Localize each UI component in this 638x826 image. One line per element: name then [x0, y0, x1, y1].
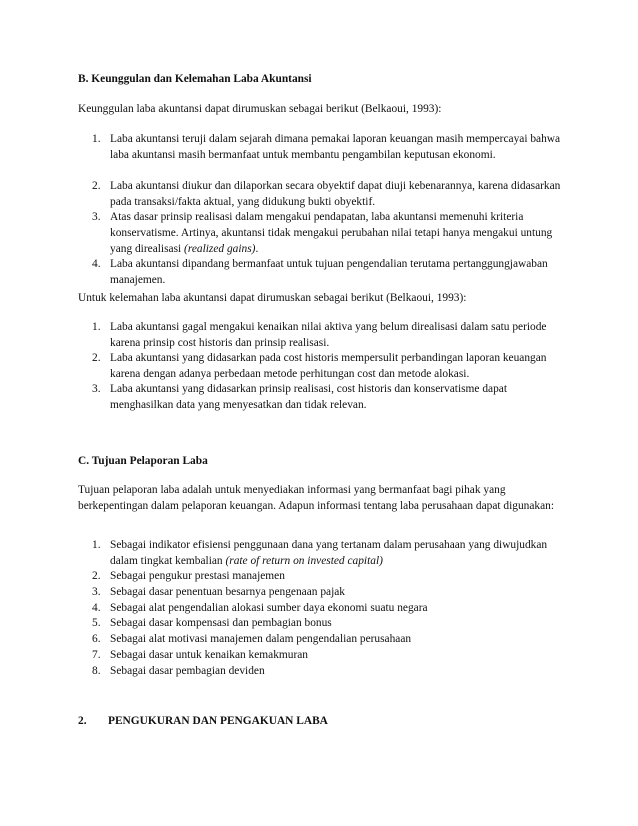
list-item: 3. Sebagai dasar penentuan besarnya pengenaan pajak — [92, 585, 345, 598]
list-item: 4. Sebagai alat pengendalian alokasi sumber daya ekonomi suatu negara — [92, 601, 428, 614]
list-item: 3. Atas dasar prinsip realisasi dalam mengakui pendapatan, laba akuntansi memenuhi kriteria konservatisme. Artinya, akuntansi tidak mengakui perubahan nilai tetapi hanya mengakui untung yang direalisasi (realized gains). — [92, 211, 553, 255]
purposes-list — [92, 538, 565, 680]
section-2-title: PENGUKURAN DAN PENGAKUAN LABA — [108, 715, 328, 727]
list-item: 1. Laba akuntansi teruji dalam sejarah dimana pemakai laporan keuangan masih mempercayai bahwa laba akuntansi masih bermanfaat untuk membantu pengambilan keputusan ekonomi. — [92, 133, 561, 161]
section-b-intro: Keunggulan laba akuntansi dapat dirumuskan sebagai berikut (Belkaoui, 1993): — [78, 103, 442, 115]
advantages-list — [92, 132, 565, 288]
section-c-title: C. Tujuan Pelaporan Laba — [78, 455, 208, 467]
list-item: 4. Laba akuntansi dipandang bermanfaat untuk tujuan pengendalian terutama pertanggungjawaban manajemen. — [92, 258, 548, 286]
list-item: 2. Laba akuntansi diukur dan dilaporkan secara obyektif dapat diuji kebenarannya, karena didasarkan pada transaksi/fakta aktual, yang didukung bukti obyektif. — [92, 180, 561, 208]
list-item: 6. Sebagai alat motivasi manajemen dalam pengendalian perusahaan — [92, 633, 412, 646]
list-item: 1. Sebagai indikator efisiensi penggunaan dana yang tertanam dalam perusahaan yang diwujudkan dalam tingkat kembalian (rate of return on invested capital) — [92, 539, 548, 567]
weakness-intro: Untuk kelemahan laba akuntansi dapat dirumuskan sebagai berikut (Belkaoui, 1993): — [78, 292, 467, 304]
list-item: 8. Sebagai dasar pembagian deviden — [92, 664, 265, 677]
list-item: 1. Laba akuntansi gagal mengakui kenaikan nilai aktiva yang belum direalisasi dalam satu periode karena prinsip cost historis dan prinsip realisasi. — [92, 321, 547, 349]
section-b-title: B. Keunggulan dan Kelemahan Laba Akuntansi — [78, 73, 312, 85]
section-2-number: 2. — [78, 715, 87, 727]
list-item: 7. Sebagai dasar untuk kenaikan kemakmuran — [92, 648, 309, 661]
weaknesses-list — [92, 320, 565, 413]
italic-term: (realized gains) — [184, 242, 256, 255]
list-item: 2. Laba akuntansi yang didasarkan pada cost historis mempersulit perbandingan laporan keuangan karena dengan adanya perbedaan metode perhitungan cost dan metode alokasi. — [92, 352, 547, 380]
section-c-intro: Tujuan pelaporan laba adalah untuk menyediakan informasi yang bermanfaat bagi pihak yang berkepentingan dalam pelaporan keuangan. Adapun informasi tentang laba perusahaan dapat digunakan: — [78, 484, 555, 512]
italic-term: (rate of return on invested capital) — [225, 554, 383, 567]
section-2-heading — [78, 714, 328, 730]
list-item: 3. Laba akuntansi yang didasarkan prinsip realisasi, cost historis dan konservatisme dapat menghasilkan data yang menyesatkan dan tidak relevan. — [92, 383, 507, 411]
list-item: 5. Sebagai dasar kompensasi dan pembagian bonus — [92, 617, 332, 630]
list-item: 2. Sebagai pengukur prestasi manajemen — [92, 570, 285, 582]
